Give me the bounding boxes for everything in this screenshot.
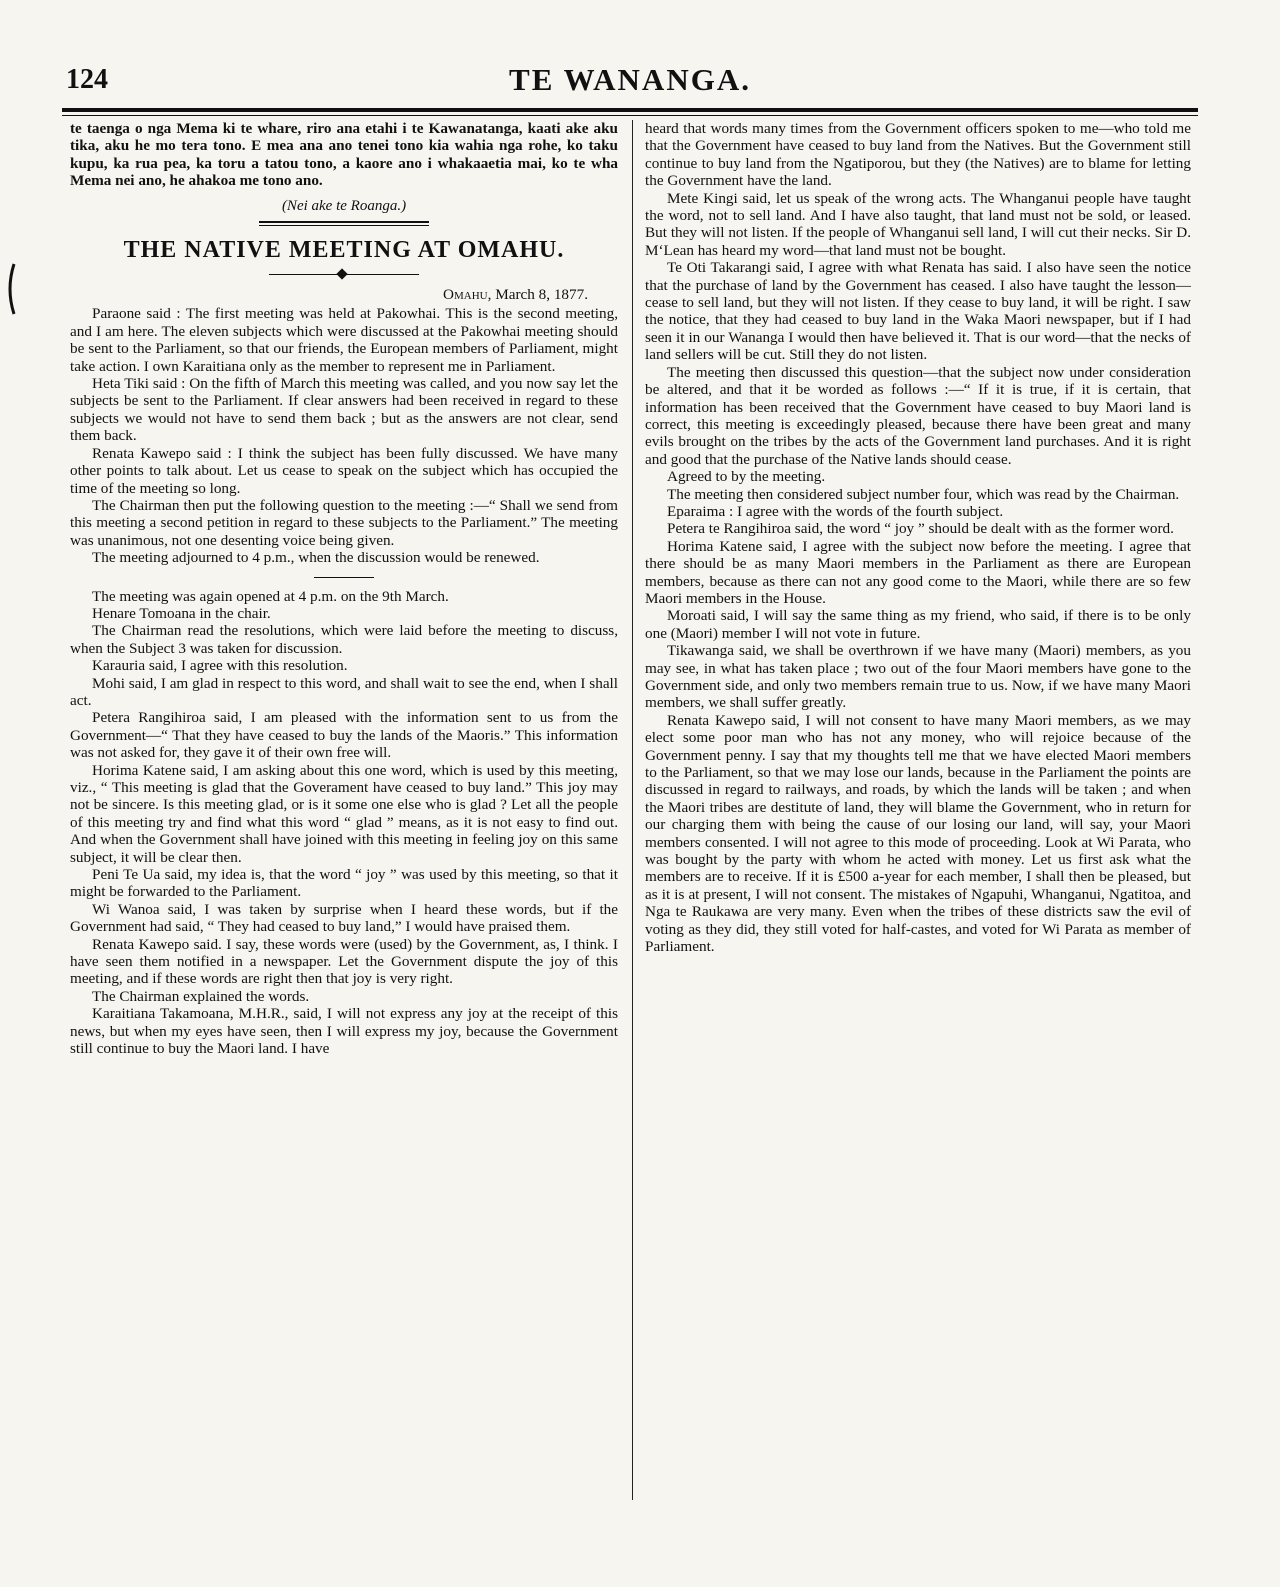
header-rule-thick: [62, 108, 1198, 112]
article-paragraph: Mete Kingi said, let us speak of the wrong acts. The Whanganui people have taught the word, not to sell land. And I have also taught, that land must not be sold, or leased. But they will not listen. If the people of Whanganui sell land, I will cut their necks. Sir D. M‘Lean has heard my word—that land must not be bought.: [645, 189, 1191, 259]
article-headline: THE NATIVE MEETING AT OMAHU.: [123, 237, 565, 264]
article-paragraph: Horima Katene said, I am asking about this one word, which is used by this meeting, viz., “ This meeting is glad that the Goverament have ceased to buy land.” This joy may not be sincere. Is this meeting glad, or is it some one else who is glad ? Let all the people of this meeting try and find what this word “ glad ” means, as it is not easy to find out. And when the Government shall have joined with this meeting in feeling joy on this same subject, it will be clear then.: [70, 761, 618, 866]
article-paragraph: The meeting adjourned to 4 p.m., when the discussion would be renewed.: [92, 549, 540, 567]
article-paragraph: The Chairman explained the words.: [92, 987, 310, 1005]
article-paragraph: Karaitiana Takamoana, M.H.R., said, I will not express any joy at the receipt of this news, but when my eyes have seen, then I will express my joy, because the Government still continue to buy the Maori land. I have: [70, 1005, 618, 1058]
article-paragraph: Renata Kawepo said : I think the subject has been fully discussed. We have many other points to talk about. Let us cease to speak on the subject which has occupied the time of the meeting so long.: [70, 444, 618, 497]
article-paragraph: Eparaima : I agree with the words of the fourth subject.: [667, 502, 1004, 520]
article-dateline: [70, 286, 618, 303]
article-paragraph: Peni Te Ua said, my idea is, that the word “ joy ” was used by this meeting, so that it might be forwarded to the Parliament.: [70, 866, 618, 901]
article-paragraph: The Chairman read the resolutions, which were laid before the meeting to discuss, when the Subject 3 was taken for discussion.: [70, 622, 618, 657]
left-column: [70, 120, 618, 1058]
page-header: [60, 60, 1200, 104]
article-paragraph: Tikawanga said, we shall be overthrown if we have many (Maori) members, as you may see, in what has taken place ; two out of the four Maori members have gone to the Government side, and only two members remain true to us. Now, if we have many Maori members, we shall suffer greatly.: [645, 642, 1191, 712]
article-paragraph: The meeting was again opened at 4 p.m. on the 9th March.: [92, 587, 449, 605]
article-paragraph: Petera te Rangihiroa said, the word “ joy ” should be dealt with as the former word.: [667, 520, 1174, 538]
continued-note: (Nei ake te Roanga.): [281, 197, 407, 214]
masthead-title: TE WANANGA.: [509, 62, 751, 97]
article-paragraph: The meeting then discussed this question—that the subject now under consideration be altered, and that it be worded as follows :—“ If it is true, if it is certain, that information has been received that the Government have ceased to buy Maori land is correct, this meeting is exceedingly pleased, because there have been great and many evils brought on the tribes by the acts of the Government land purchases. And it is right and good that the purchase of the Native lands should cease.: [645, 363, 1191, 468]
article-paragraph: heard that words many times from the Government officers spoken to me—who told me that the Government have ceased to buy land from the Natives. But the Government still continue to buy land from the Ngatiporou, but they (the Natives) are to blame for letting the Government have the land.: [645, 120, 1191, 190]
dateline-date: March 8, 1877.: [495, 286, 588, 304]
maori-text-paragraph: te taenga o nga Mema ki te whare, riro ana etahi i te Kawanatanga, kaati ake aku tika, aku he mo tera tono. E mea ana ano tenei tono kia wahia nga rohe, ko taku kupu, ka rua pea, ka toru a tatou tono, a kaore ano i whakaaetia mai, ko te wha Mema nei ano, he ahakoa me tono ano.: [70, 120, 618, 190]
column-divider: [632, 120, 633, 1500]
article-paragraph: The Chairman then put the following question to the meeting :—“ Shall we send from this meeting a second petition in regard to these subjects to the Parliament.” The meeting was unanimous, not one desenting voice being given.: [70, 496, 618, 549]
article-paragraph: Horima Katene said, I agree with the subject now before the meeting. I agree that there should be as many Maori members in the Parliament as there are European members, because as there can not any good come to the Maori, while there are so few Maori members in the House.: [645, 537, 1191, 607]
right-column: [645, 120, 1191, 956]
section-double-rule: [259, 221, 429, 226]
article-paragraph: Heta Tiki said : On the fifth of March this meeting was called, and you now say let the subjects be sent to the Parliament. If clear answers had been received in regard to these subjects we would not have to send them back ; but as the answers are not clear, send them back.: [70, 375, 618, 445]
article-paragraph: Agreed to by the meeting.: [667, 468, 826, 486]
article-paragraph: Petera Rangihiroa said, I am pleased with the information sent to us from the Government—“ That they have ceased to buy the lands of the Maoris.” This information was not asked for, they gave it of their own free will.: [70, 709, 618, 762]
section-divider: [314, 577, 374, 578]
article-paragraph: Renata Kawepo said. I say, these words were (used) by the Government, as, I think. I have seen them notified in a newspaper. Let the Government dispute the joy of this meeting, and if these words are right then that joy is very right.: [70, 935, 618, 988]
headline-ornament: [269, 270, 419, 280]
article-paragraph: Moroati said, I will say the same thing as my friend, who said, if there is to be only one (Maori) member I will not vote in future.: [645, 607, 1191, 642]
article-paragraph: Paraone said : The first meeting was held at Pakowhai. This is the second meeting, and I am here. The eleven subjects which were discussed at the Pakowhai meeting should be sent to the Parliament, so that our friends, the European members of Parliament, might take action. I own Karaitiana only as the member to represent me in Parliament.: [70, 305, 618, 375]
page-number: 124: [66, 64, 108, 95]
margin-bracket-mark: [4, 262, 18, 316]
article-paragraph: Henare Tomoana in the chair.: [92, 604, 271, 622]
article-paragraph: The meeting then considered subject number four, which was read by the Chairman.: [667, 485, 1180, 503]
article-paragraph: Mohi said, I am glad in respect to this word, and shall wait to see the end, when I shall act.: [70, 674, 618, 709]
article-paragraph: Renata Kawepo said, I will not consent to have many Maori members, as we may elect some poor man who has not any money, who will rejoice because of the Government penny. I say that my thoughts tell me that we have elected Maori members to the Parliament, so that we may lose our lands, because in the Parliament the points are discussed in regard to railways, and roads, by which the lands will be taken ; and when the Maori tribes are destitute of land, they will blame the Government, who in return for our charging them with being the cause of our losing our land, will say, your Maori members consented. I will not agree to this mode of proceeding. Look at Wi Parata, who was bought by the party with whom he acted with money. Let us first ask what the members are to receive. If it is £500 a-year for each member, I shall then be pleased, but as it is at present, I will not consent. The mistakes of Ngapuhi, Whanganui, Ngatitoa, and Nga te Raukawa are very many. Even when the tribes of these districts saw the evil of voting as they did, they still voted for half-castes, and voted for Wi Parata as member of Parliament.: [645, 711, 1191, 956]
article-paragraph: Wi Wanoa said, I was taken by surprise when I heard these words, but if the Government had said, “ They had ceased to buy land,” I would have praised them.: [70, 900, 618, 936]
header-rule-thin: [62, 115, 1198, 116]
dateline-place: Omahu,: [443, 286, 492, 304]
article-paragraph: Karauria said, I agree with this resolution.: [92, 657, 348, 675]
article-paragraph: Te Oti Takarangi said, I agree with what Renata has said. I also have seen the notice that the purchase of land by the Government has ceased. I also have taught the lesson—cease to sell land, but they will not listen. If they cease to buy land, it will be right. I saw the notice, that they had ceased to buy land in the Waka Maori newspaper, but if I had seen it in our Wananga I would then have believed it. That is our word—that the necks of land sellers will be cut. Still they do not listen.: [645, 259, 1191, 364]
